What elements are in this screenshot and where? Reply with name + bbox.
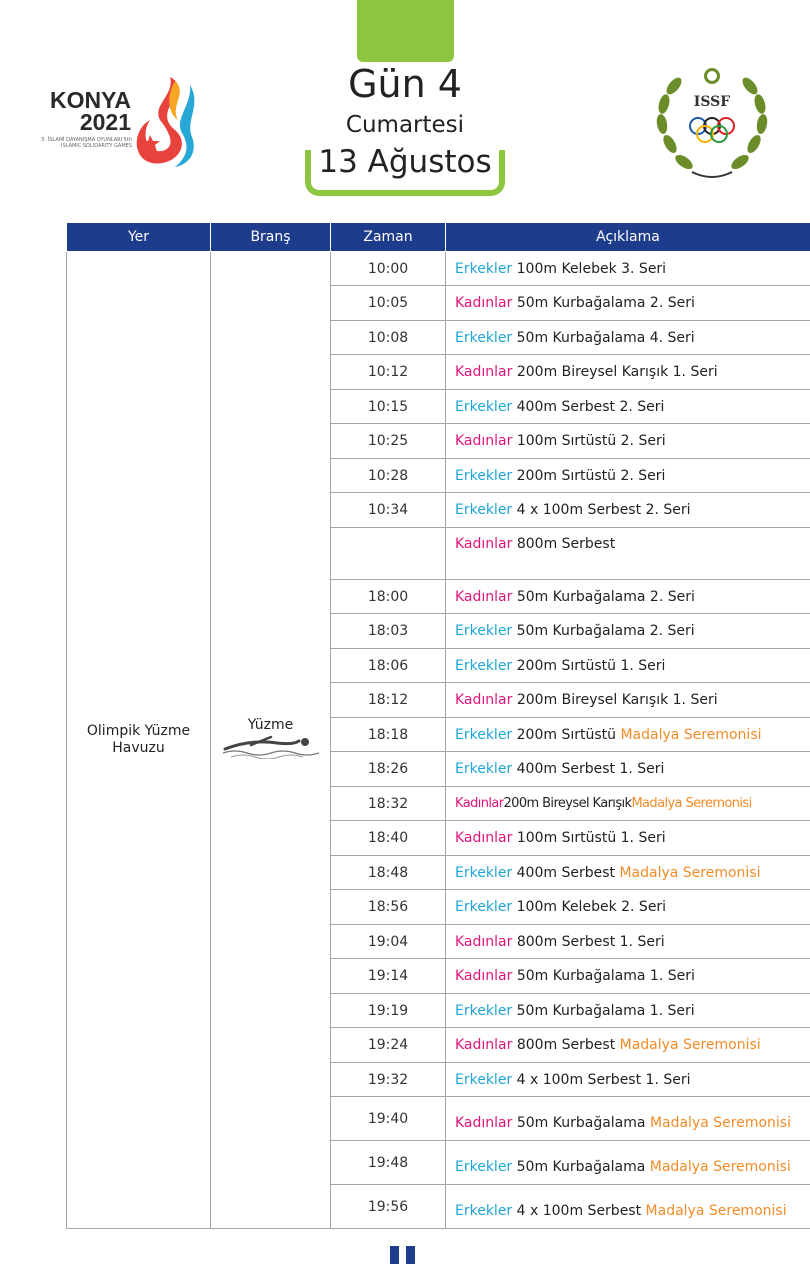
- time-cell: [331, 528, 446, 580]
- event-text: 50m Kurbağalama 1. Seri: [512, 968, 695, 984]
- gender-label: Kadınlar: [455, 1037, 513, 1053]
- gender-label: Kadınlar: [455, 830, 513, 846]
- gender-label: Erkekler: [455, 864, 513, 881]
- event-text: 50m Kurbağalama: [512, 1158, 650, 1175]
- time-cell: 19:24: [331, 1028, 446, 1063]
- description-cell: [446, 1185, 810, 1229]
- description-cell: [446, 321, 810, 355]
- column-header-description: Açıklama: [446, 223, 810, 252]
- description-cell: [446, 355, 810, 390]
- gender-label: Erkekler: [455, 1158, 513, 1175]
- event-text: 50m Kurbağalama 1. Seri: [512, 1002, 695, 1019]
- gender-label: Erkekler: [455, 260, 513, 277]
- description-cell: [446, 787, 810, 821]
- gender-label: Kadınlar: [455, 364, 513, 380]
- event-text: 800m Serbest 1. Seri: [512, 933, 665, 950]
- gender-label: Erkekler: [455, 398, 513, 415]
- description-cell: [446, 614, 810, 649]
- time-cell: 18:26: [331, 752, 446, 787]
- description-cell: [446, 390, 810, 424]
- gender-label: Erkekler: [455, 726, 513, 743]
- event-text: 100m Kelebek 2. Seri: [512, 899, 667, 915]
- description-cell: [446, 649, 810, 683]
- event-text: 800m Serbest: [512, 1037, 620, 1053]
- day-name: Cumartesi: [345, 112, 465, 138]
- venue-name: Olimpik Yüzme Havuzu: [86, 723, 191, 756]
- event-text: 4 x 100m Serbest: [512, 1202, 646, 1219]
- schedule-body: [67, 252, 810, 1229]
- logo-konya-text: KONYA: [50, 87, 131, 113]
- description-cell: [446, 286, 810, 321]
- time-cell: 18:12: [331, 683, 446, 718]
- issf-logo: [652, 64, 772, 184]
- gender-label: Erkekler: [455, 329, 513, 346]
- table-row: [67, 252, 810, 286]
- time-cell: 19:32: [331, 1063, 446, 1097]
- time-cell: 18:56: [331, 890, 446, 925]
- event-text: 4 x 100m Serbest 1. Seri: [512, 1071, 691, 1088]
- event-text: 4 x 100m Serbest 2. Seri: [512, 502, 691, 518]
- description-cell: [446, 580, 810, 614]
- description-cell: [446, 890, 810, 925]
- day-title: Gün 4: [348, 62, 462, 106]
- konya-2021-logo: [30, 75, 205, 170]
- gender-label: Erkekler: [455, 467, 513, 484]
- ceremony-label: Madalya Seremonisi: [649, 1158, 791, 1175]
- gender-label: Kadınlar: [455, 968, 513, 984]
- header-green-tab: [357, 0, 454, 62]
- column-header-time: Zaman: [331, 223, 446, 252]
- swimmer-icon: [221, 733, 321, 759]
- event-text: 400m Serbest 2. Seri: [512, 398, 665, 415]
- flame-icon: [130, 75, 202, 170]
- event-text: 50m Kurbağalama 4. Seri: [512, 329, 695, 346]
- gender-label: Erkekler: [455, 899, 513, 915]
- gender-label: Kadınlar: [455, 692, 513, 708]
- description-cell: [446, 1141, 810, 1185]
- gender-label: Kadınlar: [455, 588, 513, 605]
- gender-label: Erkekler: [455, 657, 513, 674]
- time-cell: 10:15: [331, 390, 446, 424]
- event-text: 50m Kurbağalama: [512, 1114, 650, 1131]
- event-text: 100m Sırtüstü 2. Seri: [512, 433, 666, 449]
- time-cell: 10:08: [331, 321, 446, 355]
- description-cell: [446, 1063, 810, 1097]
- gender-label: Kadınlar: [455, 536, 513, 552]
- event-text: 50m Kurbağalama 2. Seri: [512, 623, 695, 639]
- gender-label: Erkekler: [455, 1202, 513, 1219]
- time-cell: 18:18: [331, 718, 446, 752]
- gender-label: Kadınlar: [455, 796, 504, 811]
- time-cell: 18:03: [331, 614, 446, 649]
- description-cell: [446, 1028, 810, 1063]
- column-header-branch: Branş: [211, 223, 331, 252]
- time-cell: 18:40: [331, 821, 446, 856]
- time-cell: 10:05: [331, 286, 446, 321]
- description-cell: [446, 424, 810, 459]
- gender-label: Erkekler: [455, 502, 513, 518]
- ceremony-label: Madalya Seremonisi: [645, 1202, 787, 1219]
- description-cell: [446, 856, 810, 890]
- time-cell: 19:14: [331, 959, 446, 994]
- description-cell: [446, 683, 810, 718]
- time-cell: 19:40: [331, 1097, 446, 1141]
- event-text: 400m Serbest: [512, 864, 620, 881]
- branch-label: Yüzme: [247, 717, 294, 733]
- time-cell: 19:56: [331, 1185, 446, 1229]
- event-text: 200m Bireysel Karışık 1. Seri: [512, 692, 718, 708]
- branch-cell: [211, 252, 331, 1229]
- gender-label: Kadınlar: [455, 1114, 513, 1131]
- ceremony-label: Madalya Seremonisi: [649, 1114, 791, 1131]
- time-cell: 19:19: [331, 994, 446, 1028]
- description-cell: [446, 493, 810, 528]
- gender-label: Kadınlar: [455, 933, 513, 950]
- logo-subtitle: 5. İSLAMİ DAYANIŞMA OYUNLARI 5th ISLAMIC SOLIDARITY GAMES: [41, 137, 132, 149]
- description-cell: [446, 821, 810, 856]
- time-cell: 19:04: [331, 925, 446, 959]
- description-cell: [446, 459, 810, 493]
- schedule-table: [66, 222, 810, 1229]
- time-cell: 10:34: [331, 493, 446, 528]
- event-text: 200m Bireysel Karışık: [503, 796, 632, 811]
- ceremony-label: Madalya Seremonisi: [631, 796, 752, 811]
- event-text: 200m Sırtüstü 2. Seri: [512, 467, 666, 484]
- venue-cell: [67, 252, 211, 1229]
- ceremony-label: Madalya Seremonisi: [620, 726, 762, 743]
- time-cell: 18:00: [331, 580, 446, 614]
- description-cell: [446, 994, 810, 1028]
- time-cell: 10:28: [331, 459, 446, 493]
- description-cell: [446, 528, 810, 580]
- day-date: 13 Ağustos: [318, 144, 492, 180]
- time-cell: 18:32: [331, 787, 446, 821]
- column-header-venue: Yer: [67, 223, 211, 252]
- event-text: 50m Kurbağalama 2. Seri: [512, 295, 695, 311]
- ceremony-label: Madalya Seremonisi: [619, 1037, 761, 1053]
- time-cell: 19:48: [331, 1141, 446, 1185]
- description-cell: [446, 718, 810, 752]
- event-text: 50m Kurbağalama 2. Seri: [512, 588, 695, 605]
- event-text: 400m Serbest 1. Seri: [512, 761, 665, 777]
- description-cell: [446, 959, 810, 994]
- time-cell: 18:06: [331, 649, 446, 683]
- gender-label: Kadınlar: [455, 295, 513, 311]
- description-cell: [446, 925, 810, 959]
- gender-label: Erkekler: [455, 623, 513, 639]
- issf-text: ISSF: [693, 94, 731, 110]
- gender-label: Erkekler: [455, 761, 513, 777]
- logo-year-text: 2021: [79, 109, 131, 135]
- ceremony-label: Madalya Seremonisi: [619, 864, 761, 881]
- description-cell: [446, 252, 810, 286]
- event-text: 100m Sırtüstü 1. Seri: [512, 830, 666, 846]
- description-cell: [446, 1097, 810, 1141]
- event-text: 800m Serbest: [512, 536, 616, 552]
- event-text: 200m Sırtüstü 1. Seri: [512, 657, 666, 674]
- event-text: 100m Kelebek 3. Seri: [512, 260, 667, 277]
- time-cell: 18:48: [331, 856, 446, 890]
- time-cell: 10:00: [331, 252, 446, 286]
- description-cell: [446, 752, 810, 787]
- event-text: 200m Sırtüstü: [512, 726, 621, 743]
- time-cell: 10:12: [331, 355, 446, 390]
- gender-label: Kadınlar: [455, 433, 513, 449]
- footer-mark-icon: [389, 1246, 417, 1264]
- gender-label: Erkekler: [455, 1071, 513, 1088]
- table-header-row: [67, 223, 810, 252]
- time-cell: 10:25: [331, 424, 446, 459]
- event-text: 200m Bireysel Karışık 1. Seri: [512, 364, 718, 380]
- gender-label: Erkekler: [455, 1002, 513, 1019]
